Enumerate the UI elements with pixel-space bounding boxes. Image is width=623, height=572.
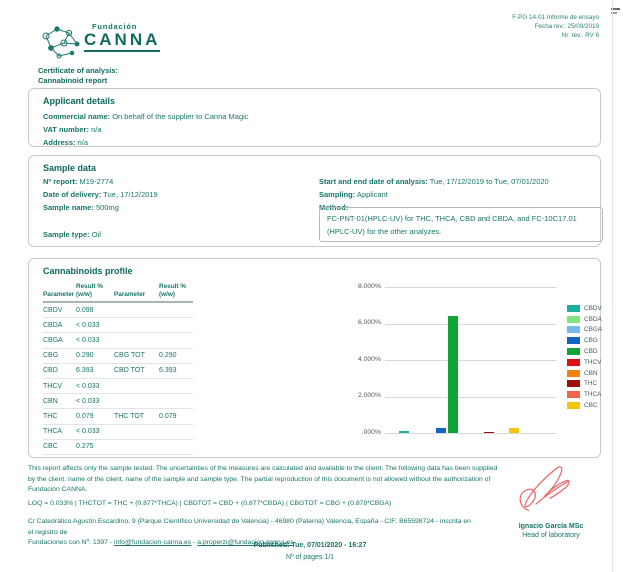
legend-item	[567, 314, 602, 325]
email-link-info[interactable]: info@fundacion-canna.es	[113, 539, 192, 546]
report-title	[38, 66, 118, 85]
table-row	[43, 425, 193, 440]
doc-meta-line1: F-PG 14-01 Informe de ensayo	[512, 14, 599, 21]
email-separator: -	[191, 539, 198, 546]
table-cell: 0.079	[159, 412, 177, 420]
table-cell: < 0.033	[76, 321, 100, 329]
legend-swatch	[567, 348, 580, 355]
legend-swatch	[567, 380, 580, 387]
legend-label: CBG	[584, 337, 598, 345]
table-row	[43, 303, 193, 318]
legend-label: CBD	[584, 348, 598, 356]
y-axis-tick-label: 6.000%	[357, 319, 381, 326]
disclaimer: This report affects only the sample tested. The uncertainties of the measures are calculated and available to the client. The following data has been supplied by the client: name of the client, name of the sample and sample type. The partial reproduction of this document is not allowed without the authorization of Fundación CANNA.	[28, 465, 498, 493]
table-cell: CBC	[43, 443, 58, 451]
applicant-field	[43, 136, 600, 149]
table-cell: 6.393	[159, 367, 177, 375]
legend-item	[567, 357, 602, 368]
table-body	[43, 303, 193, 455]
legend-item	[567, 325, 602, 336]
email-link-properzi[interactable]: a.properzi@fundacion-canna.es	[197, 539, 294, 546]
table-cell: 0.079	[76, 412, 94, 420]
y-axis-tick-label: .000%	[361, 428, 381, 436]
sample-left-fields	[29, 175, 158, 214]
y-axis-tick-label: 4.000%	[357, 355, 381, 363]
bar-cbc	[509, 428, 519, 433]
sample-type-label: Sample type:	[43, 230, 90, 239]
sample-field-label: Start and end date of analysis:	[319, 177, 428, 186]
table-cell: THC	[43, 412, 58, 420]
sample-field-value: Tue, 17/12/2019 to Tue, 07/01/2020	[427, 177, 549, 186]
table-row	[43, 409, 193, 424]
bar-cbd	[448, 316, 458, 433]
sample-field	[43, 188, 158, 201]
logo-text	[84, 22, 160, 52]
bar-thc	[484, 432, 494, 433]
signer-name: Ignacio García MSc	[518, 523, 584, 530]
address-line1: C/ Catedrático Agustín Escardino, 9 (Parque Científico Universidad de Valencia) - 46980 (Paterna) Valencia, España - CIF: B65598724 - inscrita en el registro de	[28, 518, 471, 536]
applicant-section-title: Applicant details	[43, 96, 116, 106]
legend-label: THC	[584, 380, 598, 388]
signer-role: Head of laboratory	[522, 532, 580, 539]
table-cell: CBD TOT	[114, 367, 145, 375]
table-cell: 0.290	[159, 352, 177, 360]
sample-field-value: 500mg	[93, 203, 119, 212]
molecule-icon	[36, 22, 82, 69]
applicant-field	[43, 123, 600, 136]
sample-field	[319, 175, 549, 188]
legend-swatch	[567, 337, 580, 344]
sample-field	[43, 201, 158, 214]
table-cell: THCV	[43, 382, 63, 390]
table-cell: CBG TOT	[114, 352, 145, 360]
doc-meta	[512, 13, 599, 40]
legend-label: CBN	[584, 369, 598, 377]
legend-label: CBDV	[584, 304, 602, 312]
table-cell: < 0.033	[76, 336, 100, 344]
gridline	[385, 287, 557, 288]
table-header-cell: Parameter	[114, 290, 146, 298]
logo-fundacion: Fundación	[92, 22, 138, 31]
table-header-cell: Result % (w/w)	[159, 283, 186, 298]
legend-item	[567, 400, 602, 411]
sample-type-value: Oil	[91, 230, 101, 239]
sample-section	[28, 155, 601, 247]
logo-canna: CANNA	[84, 31, 160, 52]
sample-field-value: M19-2774	[77, 177, 114, 186]
legend-label: THCV	[584, 358, 602, 366]
legend-swatch	[567, 305, 580, 312]
applicant-field-value: n/a	[75, 138, 89, 147]
applicant-field-value: On behalf of the supplier to Canna Magic	[110, 112, 249, 121]
applicant-field	[43, 110, 600, 123]
signature-block	[496, 460, 606, 539]
sample-field-label: Method:	[319, 203, 349, 212]
table-cell: 0.098	[76, 306, 94, 314]
table-cell: 0.275	[76, 443, 94, 451]
page-edge-divider	[612, 0, 613, 572]
applicant-fields	[29, 110, 600, 149]
table-cell: THC TOT	[114, 412, 145, 420]
gridline	[385, 397, 557, 398]
pages-line: Nº of pages 1/1	[285, 554, 335, 561]
table-header-cell: Parameter	[43, 290, 75, 298]
table-cell: CBDV	[43, 306, 63, 314]
profile-section	[28, 258, 601, 458]
legend-item	[567, 379, 602, 390]
table-cell: THCA	[43, 428, 63, 436]
table-cell: 0.290	[76, 352, 94, 360]
sample-field-label: Date of delivery:	[43, 190, 102, 199]
chart-legend	[567, 303, 602, 411]
table-row	[43, 379, 193, 394]
legend-item	[567, 335, 602, 346]
applicant-field-value: n/a	[88, 125, 102, 134]
signature-scribble-icon	[496, 460, 606, 523]
table-cell: CBG	[43, 352, 59, 360]
table-cell: CBN	[43, 397, 58, 405]
published-line: Published: Tue, 07/01/2020 - 16:27	[253, 542, 367, 549]
publish-block	[170, 540, 450, 564]
method-box: FC-PNT-01(HPLC-UV) for THC, THCA, CBD and CBDA, and FC-10C17.01 (HPLC-UV) for the other analyzes.	[319, 207, 603, 242]
table-cell: CBD	[43, 367, 58, 375]
table-header	[43, 283, 193, 303]
address-line2-pre: Fundaciones con Nº: 1397 -	[28, 539, 114, 546]
report-title-line2: Cannabinoid report	[38, 75, 108, 85]
table-cell: < 0.033	[76, 397, 100, 405]
cannabinoids-table	[43, 283, 193, 455]
table-row	[43, 333, 193, 348]
table-cell: 6.393	[76, 367, 94, 375]
table-row	[43, 318, 193, 333]
legend-item	[567, 389, 602, 400]
doc-meta-line3: Nr. rev.: RV 6	[561, 32, 599, 39]
legend-item	[567, 303, 602, 314]
sample-field-value: Applicant	[355, 190, 388, 199]
report-title-line1: Certificate of analysis:	[38, 66, 119, 75]
cannabinoids-chart	[329, 279, 603, 451]
table-header-cell: Result % (w/w)	[76, 283, 103, 298]
legend-swatch	[567, 370, 580, 377]
y-axis-tick-label: 8.000%	[357, 282, 381, 290]
legend-label: CBC	[584, 402, 598, 410]
table-cell: CBDA	[43, 321, 63, 329]
legend-swatch	[567, 359, 580, 366]
profile-section-title: Cannabinoids profile	[43, 266, 133, 276]
legend-swatch	[567, 391, 580, 398]
table-row	[43, 440, 193, 455]
legend-item	[567, 368, 602, 379]
table-cell: < 0.033	[76, 382, 100, 390]
legend-swatch	[567, 316, 580, 323]
doc-meta-line2: Fecha rev.: 25/09/2019	[534, 23, 599, 30]
applicant-field-label: VAT number:	[43, 125, 89, 134]
sample-field-label: Sample name:	[43, 203, 94, 212]
gridline	[385, 324, 557, 325]
applicant-field-label: Commercial name:	[43, 112, 111, 121]
sample-field	[43, 175, 158, 188]
legend-item	[567, 346, 602, 357]
sample-field-label: Sampling:	[319, 190, 356, 199]
bar-cbdv	[399, 431, 409, 433]
legend-label: CBDA	[584, 315, 602, 323]
bar-cbg	[436, 428, 446, 433]
table-row	[43, 349, 193, 364]
sample-field-label: Nº report:	[43, 177, 78, 186]
table-cell: CBGA	[43, 336, 63, 344]
table-cell: < 0.033	[76, 428, 100, 436]
sample-field-value: Tue, 17/12/2019	[101, 190, 158, 199]
sample-section-title: Sample data	[43, 163, 97, 173]
gridline	[385, 360, 557, 361]
gridline	[385, 433, 557, 434]
legend-swatch	[567, 326, 580, 333]
table-row	[43, 364, 193, 379]
applicant-section	[28, 88, 601, 147]
sample-field	[319, 188, 549, 201]
legend-label: CBGA	[584, 326, 603, 334]
y-axis-tick-label: 2.000%	[357, 392, 381, 399]
logo	[36, 22, 160, 69]
legend-label: THCA	[584, 391, 602, 399]
applicant-field-label: Address:	[43, 138, 76, 147]
table-row	[43, 394, 193, 409]
loq-line: LOQ = 0.033% | THCTOT = THC + (0.877*THCA) | CBDTOT = CBD + (0.877*CBDA) | CBGTOT = CBG + (0.878*CBGA)	[28, 500, 392, 507]
sample-type-field	[43, 228, 101, 241]
legend-swatch	[567, 402, 580, 409]
